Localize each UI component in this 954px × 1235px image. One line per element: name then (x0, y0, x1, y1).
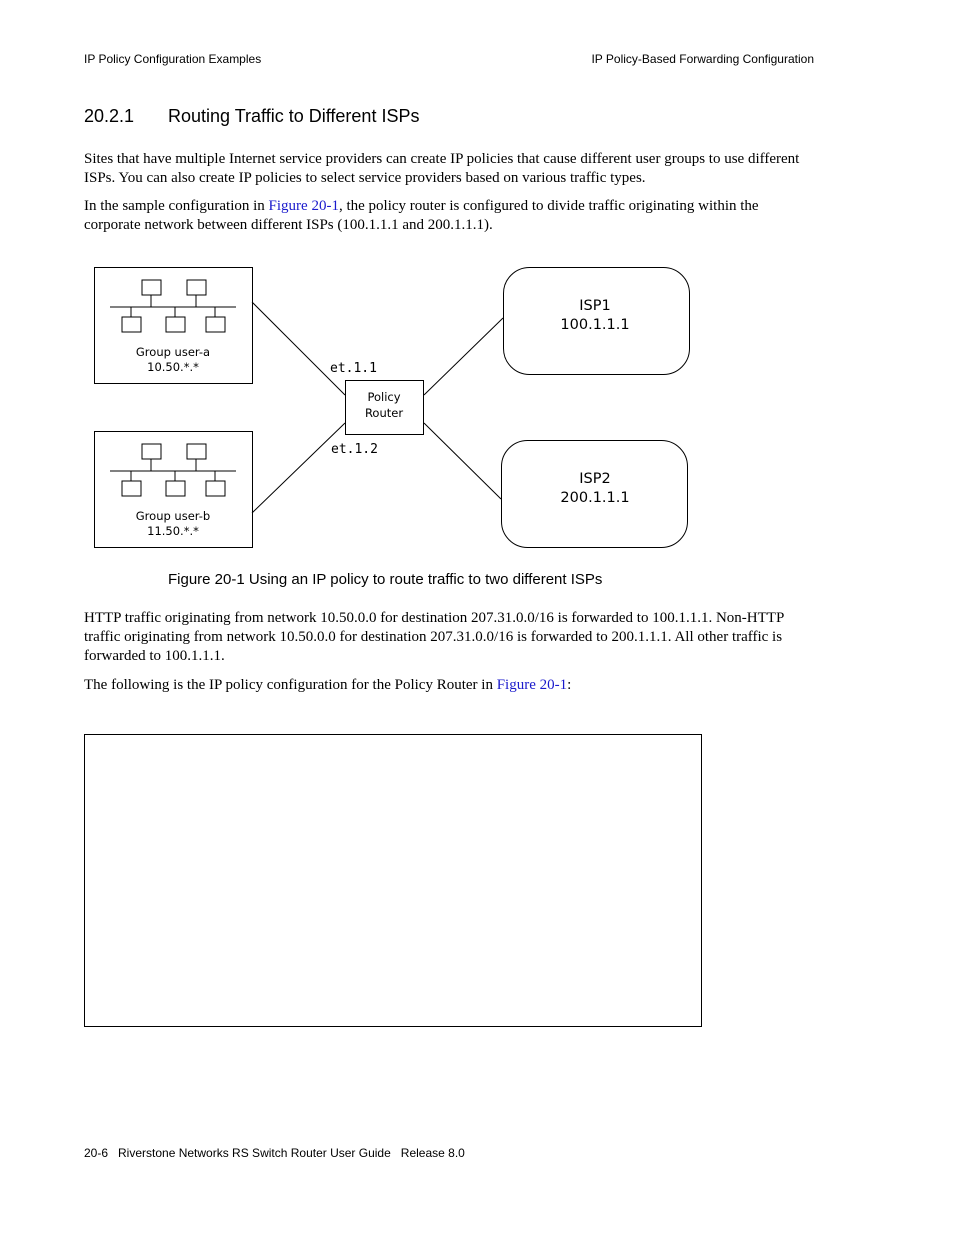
figure-link[interactable]: Figure 20-1 (496, 677, 568, 693)
paragraph-text: : (567, 677, 572, 693)
section-title: Routing Traffic to Different ISPs (168, 106, 420, 126)
paragraph-text: , the policy router is configured to divide traffic originating within the corporate network between different ISPs (100.1.1.1 and 200.1.1.1). (84, 198, 759, 233)
port-label-1: et.1.1 (330, 361, 377, 376)
config-code-box (84, 734, 702, 1027)
paragraph-intro: Sites that have multiple Internet service providers can create IP policies that cause different user groups to use different ISPs. You can also create IP policies to select service providers based on various traffic types. (84, 151, 800, 186)
isp2-name: ISP2 (579, 471, 611, 487)
router-label-line1: Policy (367, 390, 401, 404)
paragraph-config-intro (84, 676, 814, 695)
paragraph-text: The following is the IP policy configuration for the Policy Router in (84, 677, 497, 693)
running-header-left: IP Policy Configuration Examples (84, 52, 262, 66)
group-b-network: 11.50.*.* (147, 524, 199, 538)
paragraph-text: In the sample configuration in (84, 198, 269, 214)
paragraph-traffic-rules: HTTP traffic originating from network 10.50.0.0 for destination 207.31.0.0/16 is forwarded to 100.1.1.1. Non-HTTP traffic originating from network 10.50.0.0 for destination 207.31.0.0/16 is forwarded to 200.1.1.1. All other traffic is forwarded to 100.1.1.1. (84, 610, 784, 664)
network-diagram (0, 0, 954, 600)
group-a-name: Group user-a (135, 345, 211, 359)
group-a-lan-icon (110, 280, 236, 332)
isp1-name: ISP1 (579, 298, 611, 314)
link-group-b-router (252, 423, 345, 513)
figure-caption: Figure 20-1 Using an IP policy to route traffic to two different ISPs (168, 571, 603, 588)
isp2-address: 200.1.1.1 (560, 490, 630, 506)
isp1-address: 100.1.1.1 (560, 317, 630, 333)
port-label-2: et.1.2 (331, 442, 378, 457)
router-label-line2: Router (364, 406, 404, 420)
group-b-name: Group user-b (135, 509, 211, 523)
section-number: 20.2.1 (84, 106, 135, 126)
running-header-right: IP Policy-Based Forwarding Configuration (591, 52, 814, 66)
group-a-network: 10.50.*.* (147, 360, 199, 374)
page-footer: 20-6 Riverstone Networks RS Switch Router User Guide Release 8.0 (84, 1146, 465, 1160)
link-group-a-router (252, 302, 345, 395)
group-b-lan-icon (110, 444, 236, 496)
figure-link[interactable]: Figure 20-1 (268, 198, 339, 214)
link-router-isp2 (424, 423, 501, 499)
link-router-isp1 (424, 318, 503, 395)
